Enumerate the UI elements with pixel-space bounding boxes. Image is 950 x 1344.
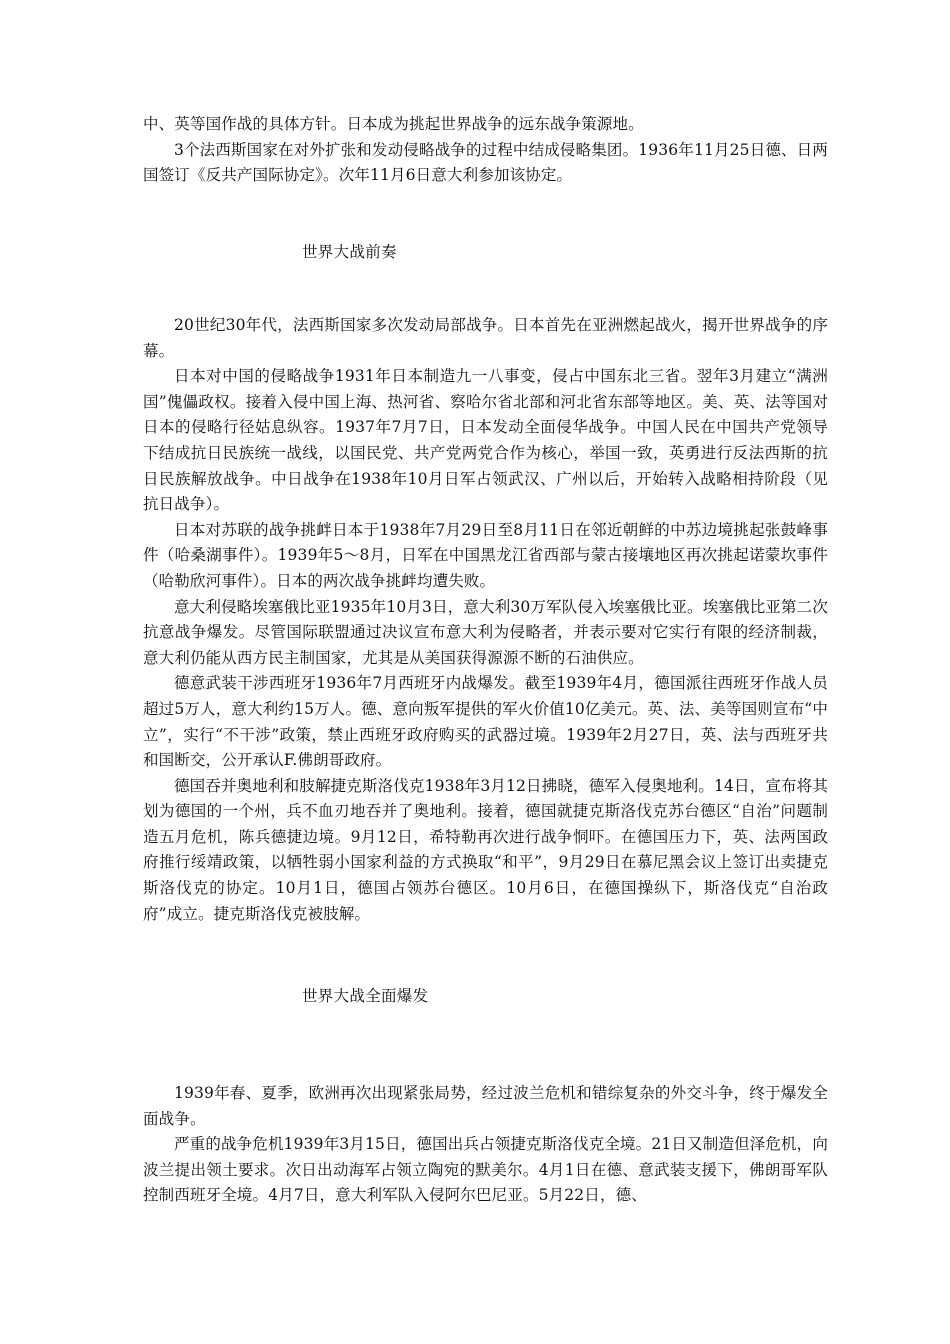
section-body-prelude [143,313,828,927]
paragraph: 德国吞并奥地利和肢解捷克斯洛伐克1938年3月12日拂晓，德军入侵奥地利。14日，宣布将其划为德国的一个州，兵不血刃地吞并了奥地利。接着，德国就捷克斯洛伐克苏台德区“自治”问题制造五月危机，陈兵德捷边境。9月12日，希特勒再次进行战争恫吓。在德国压力下，英、法两国政府推行绥靖政策，以牺牲弱小国家利益的方式换取“和平”，9月29日在慕尼黑会议上签订出卖捷克斯洛伐克的协定。10月1日，德国占领苏台德区。10月6日，在德国操纵下，斯洛伐克“自治政府”成立。捷克斯洛伐克被肢解。 [143,776,828,923]
section-body-outbreak [143,1081,828,1209]
paragraph: 日本对苏联的战争挑衅日本于1938年7月29日至8月11日在邻近朝鲜的中苏边境挑起张鼓峰事件（哈桑湖事件）。1939年5～8月，日军在中国黑龙江省西部与蒙古接壤地区再次挑起诺蒙坎事件（哈勒欣河事件）。日本的两次战争挑衅均遭失败。 [143,520,828,590]
paragraph: 3个法西斯国家在对外扩张和发动侵略战争的过程中结成侵略集团。1936年11月25日德、日两国签订《反共产国际协定》。次年11月6日意大利参加该协定。 [143,140,828,185]
paragraph: 严重的战争危机1939年3月15日，德国出兵占领捷克斯洛伐克全境。21日又制造但泽危机，向波兰提出领土要求。次日出动海军占领立陶宛的默美尔。4月1日在德、意武装支援下，佛朗哥军队控制西班牙全境。4月7日，意大利军队入侵阿尔巴尼亚。5月22日，德、 [143,1135,828,1205]
section-heading-outbreak: 世界大战全面爆发 [302,987,429,1005]
paragraph: 日本对中国的侵略战争1931年日本制造九一八事变，侵占中国东北三省。翌年3月建立“满洲国”傀儡政权。接着入侵中国上海、热河省、察哈尔省北部和河北省东部等地区。美、英、法等国对日本的侵略行径姑息纵容。1937年7月7日，日本发动全面侵华战争。中国人民在中国共产党领导下结成抗日民族统一战线，以国民党、共产党两党合作为核心，举国一致，英勇进行反法西斯的抗日民族解放战争。中日战争在1938年10月日军占领武汉、广州以后，开始转入战略相持阶段（见抗日战争）。 [143,367,828,514]
paragraph: 中、英等国作战的具体方针。日本成为挑起世界战争的远东战争策源地。 [143,115,644,133]
paragraph: 德意武装干涉西班牙1936年7月西班牙内战爆发。截至1939年4月，德国派往西班牙作战人员超过5万人，意大利约15万人。德、意向叛军提供的军火价值10亿美元。英、法、美等国则宣布“中立”，实行“不干涉”政策，禁止西班牙政府购买的武器过境。1939年2月27日，英、法与西班牙共和国断交，公开承认F.佛朗哥政府。 [143,674,828,770]
paragraph: 20世纪30年代，法西斯国家多次发动局部战争。日本首先在亚洲燃起战火，揭开世界战争的序幕。 [143,316,828,360]
intro-text [143,112,828,189]
section-heading-prelude: 世界大战前奏 [302,243,397,261]
paragraph: 1939年春、夏季，欧洲再次出现紧张局势，经过波兰危机和错综复杂的外交斗争，终于爆发全面战争。 [143,1084,828,1128]
paragraph: 意大利侵略埃塞俄比亚1935年10月3日，意大利30万军队侵入埃塞俄比亚。埃塞俄比亚第二次抗意战争爆发。尽管国际联盟通过决议宣布意大利为侵略者，并表示要对它实行有限的经济制裁，意大利仍能从西方民主制国家，尤其是从美国获得源源不断的石油供应。 [143,597,828,667]
